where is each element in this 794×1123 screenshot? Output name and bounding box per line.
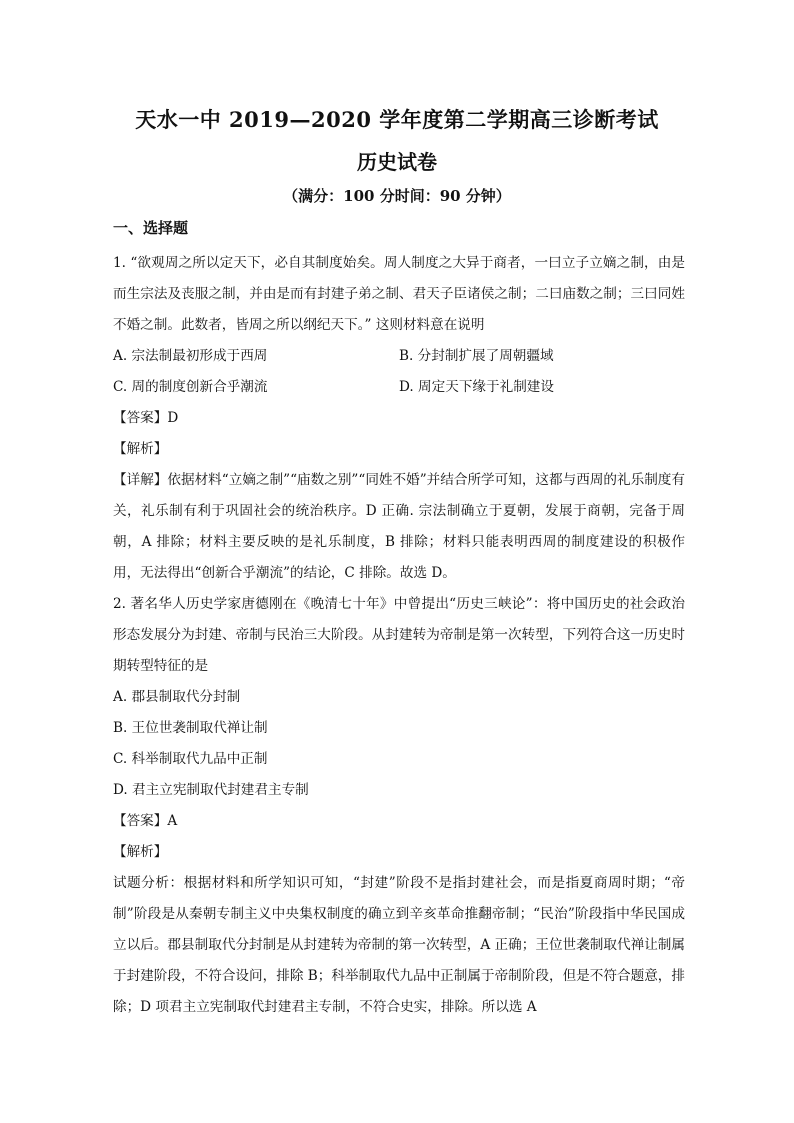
exam-title: 天水一中 2019—2020 学年度第二学期高三诊断考试 xyxy=(135,107,659,132)
option-item: D. 君主立宪制取代封建君主专制 xyxy=(113,782,309,798)
option-item: B. 王位世袭制取代禅让制 xyxy=(113,720,268,736)
section-title: 一、选择题 xyxy=(113,219,189,237)
answer-value: A xyxy=(167,813,178,829)
option-item: D. 周定天下缘于礼制建设 xyxy=(399,379,554,395)
detail-text xyxy=(113,465,685,589)
answer-value: D xyxy=(167,410,179,426)
question-stem: 1. “欲观周之所以定天下，必自其制度始矣。周人制度之大异于商者，一曰立子立嫡之制，由是而生宗法及丧服之制，并由是而有封建子弟之制、君天子臣诸侯之制；二曰庙数之制；三曰同姓不婚之制。此数者，皆周之所以纲纪天下。” 这则材料意在说明 xyxy=(113,255,685,333)
option-row xyxy=(113,372,685,403)
analysis-label: 【解析】 xyxy=(113,441,168,457)
detail-body: 依据材料“立嫡之制”“庙数之别”“同姓不婚”并结合所学可知，这都与西周的礼乐制度有关，礼乐制有利于巩固社会的统治秩序。D 正确. 宗法制确立于夏朝，发展于商朝，完备于周朝，A 排除；材料主要反映的是礼乐制度，B 排除；材料只能表明西周的制度建设的积极作用，无法得出“创新合乎潮流”的结论，C 排除。故选 D。 xyxy=(113,472,685,581)
option-item: A. 宗法制最初形成于西周 xyxy=(113,348,268,364)
detail-label: 【详解】 xyxy=(113,472,168,488)
option-item: B. 分封制扩展了周朝疆域 xyxy=(399,348,554,364)
exam-subtitle: 历史试卷 xyxy=(357,150,437,174)
option-row xyxy=(113,341,685,372)
question-stem: 2. 著名华人历史学家唐德刚在《晚清七十年》中曾提出“历史三峡论”：将中国历史的社会政治形态发展分为封建、帝制与民治三大阶段。从封建转为帝制是第一次转型，下列符合这一历史时期转型特征的是 xyxy=(113,596,685,674)
option-item: C. 周的制度创新合乎潮流 xyxy=(113,379,268,395)
answer-line xyxy=(113,403,685,434)
exam-info: （满分：100 分时间：90 分钟） xyxy=(283,187,511,205)
analysis-label: 【解析】 xyxy=(113,844,168,860)
answer-line xyxy=(113,806,685,837)
option-item: A. 郡县制取代分封制 xyxy=(113,689,241,705)
answer-label: 【答案】 xyxy=(113,813,168,829)
detail-text: 试题分析：根据材料和所学知识可知，“封建”阶段不是指封建社会，而是指夏商周时期；“帝制”阶段是从秦朝专制主义中央集权制度的确立到辛亥革命推翻帝制；“民治”阶段指中华民国成立以后。郡县制取代分封制是从封建转为帝制的第一次转型，A 正确；王位世袭制取代禅让制属于封建阶段，不符合设问，排除 B；科举制取代九品中正制属于帝制阶段，但是不符合题意，排除；D 项君主立宪制取代封建君主专制，不符合史实，排除。所以选 A xyxy=(113,875,685,1015)
questions-content xyxy=(113,248,685,1023)
answer-label: 【答案】 xyxy=(113,410,168,426)
option-item: C. 科举制取代九品中正制 xyxy=(113,751,268,767)
